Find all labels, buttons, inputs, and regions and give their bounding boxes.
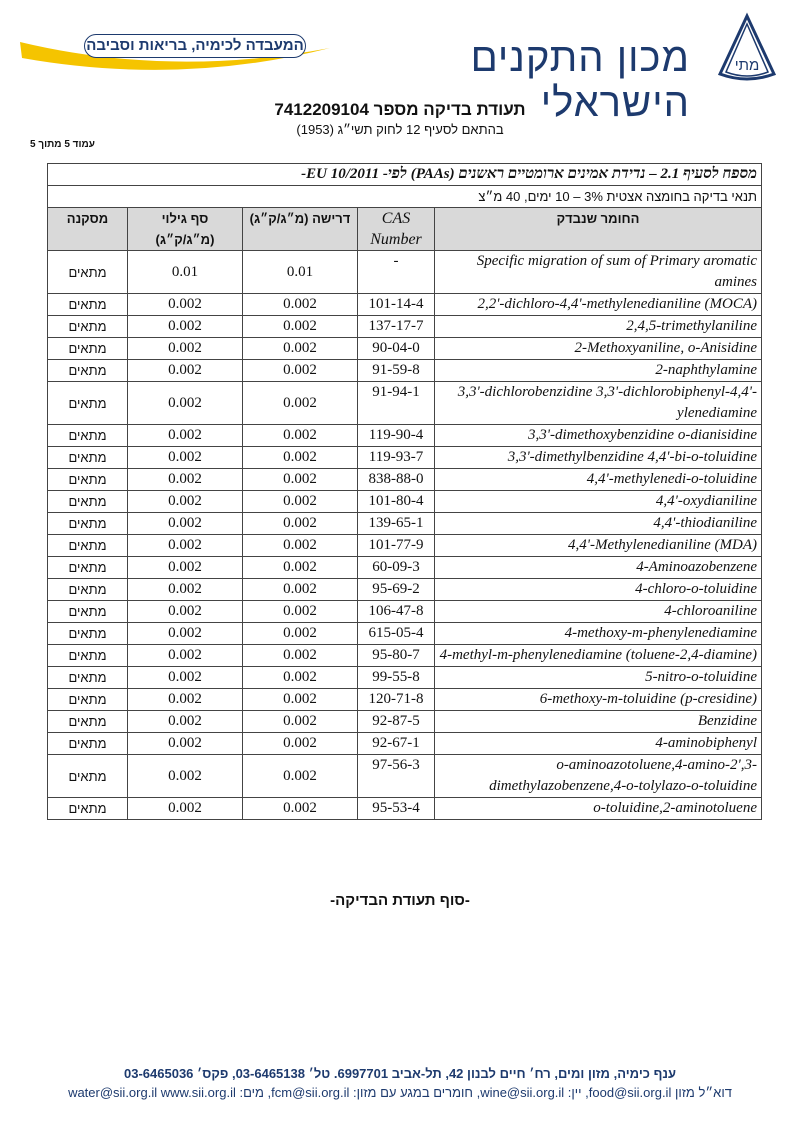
requirement-cell: 0.002: [243, 733, 358, 755]
table-row: [48, 601, 762, 623]
requirement-cell: 0.002: [243, 557, 358, 579]
table-row: [48, 755, 762, 798]
substance-cell: o-toluidine,2-aminotoluene: [435, 798, 762, 820]
table-row: [48, 557, 762, 579]
table-row: [48, 645, 762, 667]
requirement-cell: 0.002: [243, 579, 358, 601]
requirement-cell: 0.002: [243, 645, 358, 667]
substance-cell: Benzidine: [435, 711, 762, 733]
table-row: [48, 733, 762, 755]
detection-limit-cell: 0.002: [128, 557, 243, 579]
header-detection-limit: סף גילוי (מ״ג/ק״ג): [128, 208, 243, 251]
requirement-cell: 0.002: [243, 294, 358, 316]
conclusion-cell: מתאים: [48, 711, 128, 733]
conclusion-cell: מתאים: [48, 579, 128, 601]
substance-cell: 2,4,5-trimethylaniline: [435, 316, 762, 338]
detection-limit-cell: 0.002: [128, 382, 243, 425]
footer-address: ענף כימיה, מזון ומים, רח׳ חיים לבנון 42, תל-אביב 6997701. טל׳ 03-6465138, פקס׳ 03-6465036: [124, 1066, 676, 1081]
detection-limit-cell: 0.002: [128, 491, 243, 513]
cas-cell: -: [358, 251, 435, 294]
certificate-title: תעודת בדיקה מספר 7412209104: [274, 100, 526, 119]
end-of-certificate: -סוף תעודת הבדיקה-: [330, 892, 470, 909]
conclusion-cell: מתאים: [48, 491, 128, 513]
requirement-cell: 0.002: [243, 447, 358, 469]
detection-limit-cell: 0.002: [128, 316, 243, 338]
cas-cell: 97-56-3: [358, 755, 435, 798]
conclusion-cell: מתאים: [48, 425, 128, 447]
conclusion-cell: מתאים: [48, 798, 128, 820]
detection-limit-cell: 0.002: [128, 689, 243, 711]
table-row: [48, 360, 762, 382]
substance-cell: 4-aminobiphenyl: [435, 733, 762, 755]
conclusion-cell: מתאים: [48, 557, 128, 579]
footer-contacts: דוא״ל מזון food@sii.org.il, יין: wine@sii.org.il, חומרים במגע עם מזון: fcm@sii.org.il, מים: water@sii.org.il www.sii.org.il: [68, 1085, 732, 1100]
conclusion-cell: מתאים: [48, 689, 128, 711]
table-row: [48, 251, 762, 294]
substance-cell: 2-naphthylamine: [435, 360, 762, 382]
detection-limit-cell: 0.002: [128, 294, 243, 316]
requirement-cell: 0.002: [243, 623, 358, 645]
conclusion-cell: מתאים: [48, 513, 128, 535]
table-row: [48, 469, 762, 491]
cas-cell: 95-69-2: [358, 579, 435, 601]
cas-cell: 615-05-4: [358, 623, 435, 645]
conclusion-cell: מתאים: [48, 382, 128, 425]
substance-cell: 5-nitro-o-toluidine: [435, 667, 762, 689]
table-row: [48, 689, 762, 711]
header-cas: CAS Number: [358, 208, 435, 251]
table-row: [48, 667, 762, 689]
requirement-cell: 0.002: [243, 535, 358, 557]
table-row: [48, 382, 762, 425]
results-table: [47, 163, 762, 820]
requirement-cell: 0.002: [243, 755, 358, 798]
requirement-cell: 0.002: [243, 798, 358, 820]
detection-limit-cell: 0.002: [128, 535, 243, 557]
substance-cell: 4-chloroaniline: [435, 601, 762, 623]
cas-cell: 137-17-7: [358, 316, 435, 338]
conclusion-cell: מתאים: [48, 251, 128, 294]
cas-cell: 119-90-4: [358, 425, 435, 447]
conclusion-cell: מתאים: [48, 667, 128, 689]
institute-name: מכון התקנים הישראלי: [470, 36, 690, 125]
requirement-cell: 0.002: [243, 338, 358, 360]
substance-cell: 4-chloro-o-toluidine: [435, 579, 762, 601]
conclusion-cell: מתאים: [48, 755, 128, 798]
table-row: [48, 491, 762, 513]
requirement-cell: 0.002: [243, 513, 358, 535]
cas-cell: 60-09-3: [358, 557, 435, 579]
requirement-cell: 0.002: [243, 425, 358, 447]
substance-cell: 4,4'-Methylenedianiline (MDA): [435, 535, 762, 557]
cas-cell: 91-59-8: [358, 360, 435, 382]
conclusion-cell: מתאים: [48, 294, 128, 316]
page-number: עמוד 5 מתוך 5: [30, 139, 95, 150]
cas-cell: 95-53-4: [358, 798, 435, 820]
table-row: [48, 316, 762, 338]
substance-cell: 4,4'-oxydianiline: [435, 491, 762, 513]
conclusion-cell: מתאים: [48, 601, 128, 623]
detection-limit-cell: 0.002: [128, 667, 243, 689]
test-conditions: תנאי בדיקה בחומצה אצטית 3% – 10 ימים, 40 מ״צ: [48, 186, 762, 208]
conclusion-cell: מתאים: [48, 447, 128, 469]
table-row: [48, 338, 762, 360]
requirement-cell: 0.01: [243, 251, 358, 294]
table-row: [48, 579, 762, 601]
detection-limit-cell: 0.002: [128, 360, 243, 382]
conclusion-cell: מתאים: [48, 316, 128, 338]
conclusion-cell: מתאים: [48, 623, 128, 645]
table-row: [48, 447, 762, 469]
substance-cell: o-aminoazotoluene,4-amino-2',3-dimethylazobenzene,4-o-tolylazo-o-toluidine: [435, 755, 762, 798]
substance-cell: 3,3'-dichlorobenzidine 3,3'-dichlorobiphenyl-4,4'-ylenediamine: [435, 382, 762, 425]
conclusion-cell: מתאים: [48, 645, 128, 667]
detection-limit-cell: 0.002: [128, 469, 243, 491]
detection-limit-cell: 0.002: [128, 798, 243, 820]
detection-limit-cell: 0.002: [128, 645, 243, 667]
cas-cell: 120-71-8: [358, 689, 435, 711]
cas-cell: 106-47-8: [358, 601, 435, 623]
table-row: [48, 711, 762, 733]
substance-cell: 3,3'-dimethylbenzidine 4,4'-bi-o-toluidine: [435, 447, 762, 469]
cas-cell: 119-93-7: [358, 447, 435, 469]
lab-name: המעבדה לכימיה, בריאות וסביבה: [84, 34, 306, 58]
conclusion-cell: מתאים: [48, 733, 128, 755]
detection-limit-cell: 0.002: [128, 711, 243, 733]
cas-cell: 99-55-8: [358, 667, 435, 689]
table-row: [48, 798, 762, 820]
detection-limit-cell: 0.002: [128, 513, 243, 535]
requirement-cell: 0.002: [243, 316, 358, 338]
section-title: מספח לסעיף 2.1 – נדידת אמינים ארומטיים ראשנים (PAAs) לפי- EU 10/2011-: [48, 164, 762, 186]
cas-cell: 101-77-9: [358, 535, 435, 557]
detection-limit-cell: 0.002: [128, 755, 243, 798]
conclusion-cell: מתאים: [48, 469, 128, 491]
requirement-cell: 0.002: [243, 382, 358, 425]
cas-cell: 95-80-7: [358, 645, 435, 667]
requirement-cell: 0.002: [243, 491, 358, 513]
substance-cell: 4,4'-thiodianiline: [435, 513, 762, 535]
substance-cell: 3,3'-dimethoxybenzidine o-dianisidine: [435, 425, 762, 447]
conclusion-cell: מתאים: [48, 338, 128, 360]
detection-limit-cell: 0.002: [128, 733, 243, 755]
conclusion-cell: מתאים: [48, 360, 128, 382]
detection-limit-cell: 0.002: [128, 579, 243, 601]
table-row: [48, 294, 762, 316]
substance-cell: 4,4'-methylenedi-o-toluidine: [435, 469, 762, 491]
substance-cell: Specific migration of sum of Primary aromatic amines: [435, 251, 762, 294]
table-row: [48, 425, 762, 447]
substance-cell: 4-methyl-m-phenylenediamine (toluene-2,4-diamine): [435, 645, 762, 667]
cas-cell: 90-04-0: [358, 338, 435, 360]
substance-cell: 4-methoxy-m-phenylenediamine: [435, 623, 762, 645]
detection-limit-cell: 0.002: [128, 338, 243, 360]
cas-cell: 92-87-5: [358, 711, 435, 733]
table-row: [48, 535, 762, 557]
cas-cell: 838-88-0: [358, 469, 435, 491]
cas-cell: 91-94-1: [358, 382, 435, 425]
svg-text:מתי: מתי: [734, 57, 760, 74]
detection-limit-cell: 0.002: [128, 425, 243, 447]
header-requirement: דרישה (מ״ג/ק״ג): [243, 208, 358, 251]
substance-cell: 6-methoxy-m-toluidine (p-cresidine): [435, 689, 762, 711]
requirement-cell: 0.002: [243, 360, 358, 382]
substance-cell: 2-Methoxyaniline, o-Anisidine: [435, 338, 762, 360]
detection-limit-cell: 0.002: [128, 447, 243, 469]
detection-limit-cell: 0.002: [128, 601, 243, 623]
cas-cell: 101-80-4: [358, 491, 435, 513]
substance-cell: 4-Aminoazobenzene: [435, 557, 762, 579]
cas-cell: 92-67-1: [358, 733, 435, 755]
table-row: [48, 623, 762, 645]
substance-cell: 2,2'-dichloro-4,4'-methylenedianiline (MOCA): [435, 294, 762, 316]
conclusion-cell: מתאים: [48, 535, 128, 557]
detection-limit-cell: 0.002: [128, 623, 243, 645]
cas-cell: 139-65-1: [358, 513, 435, 535]
header-substance: החומר שנבדק: [435, 208, 762, 251]
table-row: [48, 513, 762, 535]
requirement-cell: 0.002: [243, 711, 358, 733]
certificate-subtitle: בהתאם לסעיף 12 לחוק תשי״ג (1953): [296, 122, 504, 137]
header-conclusion: מסקנה: [48, 208, 128, 251]
requirement-cell: 0.002: [243, 689, 358, 711]
requirement-cell: 0.002: [243, 469, 358, 491]
sii-logo-icon: [712, 12, 782, 84]
detection-limit-cell: 0.01: [128, 251, 243, 294]
requirement-cell: 0.002: [243, 601, 358, 623]
requirement-cell: 0.002: [243, 667, 358, 689]
cas-cell: 101-14-4: [358, 294, 435, 316]
